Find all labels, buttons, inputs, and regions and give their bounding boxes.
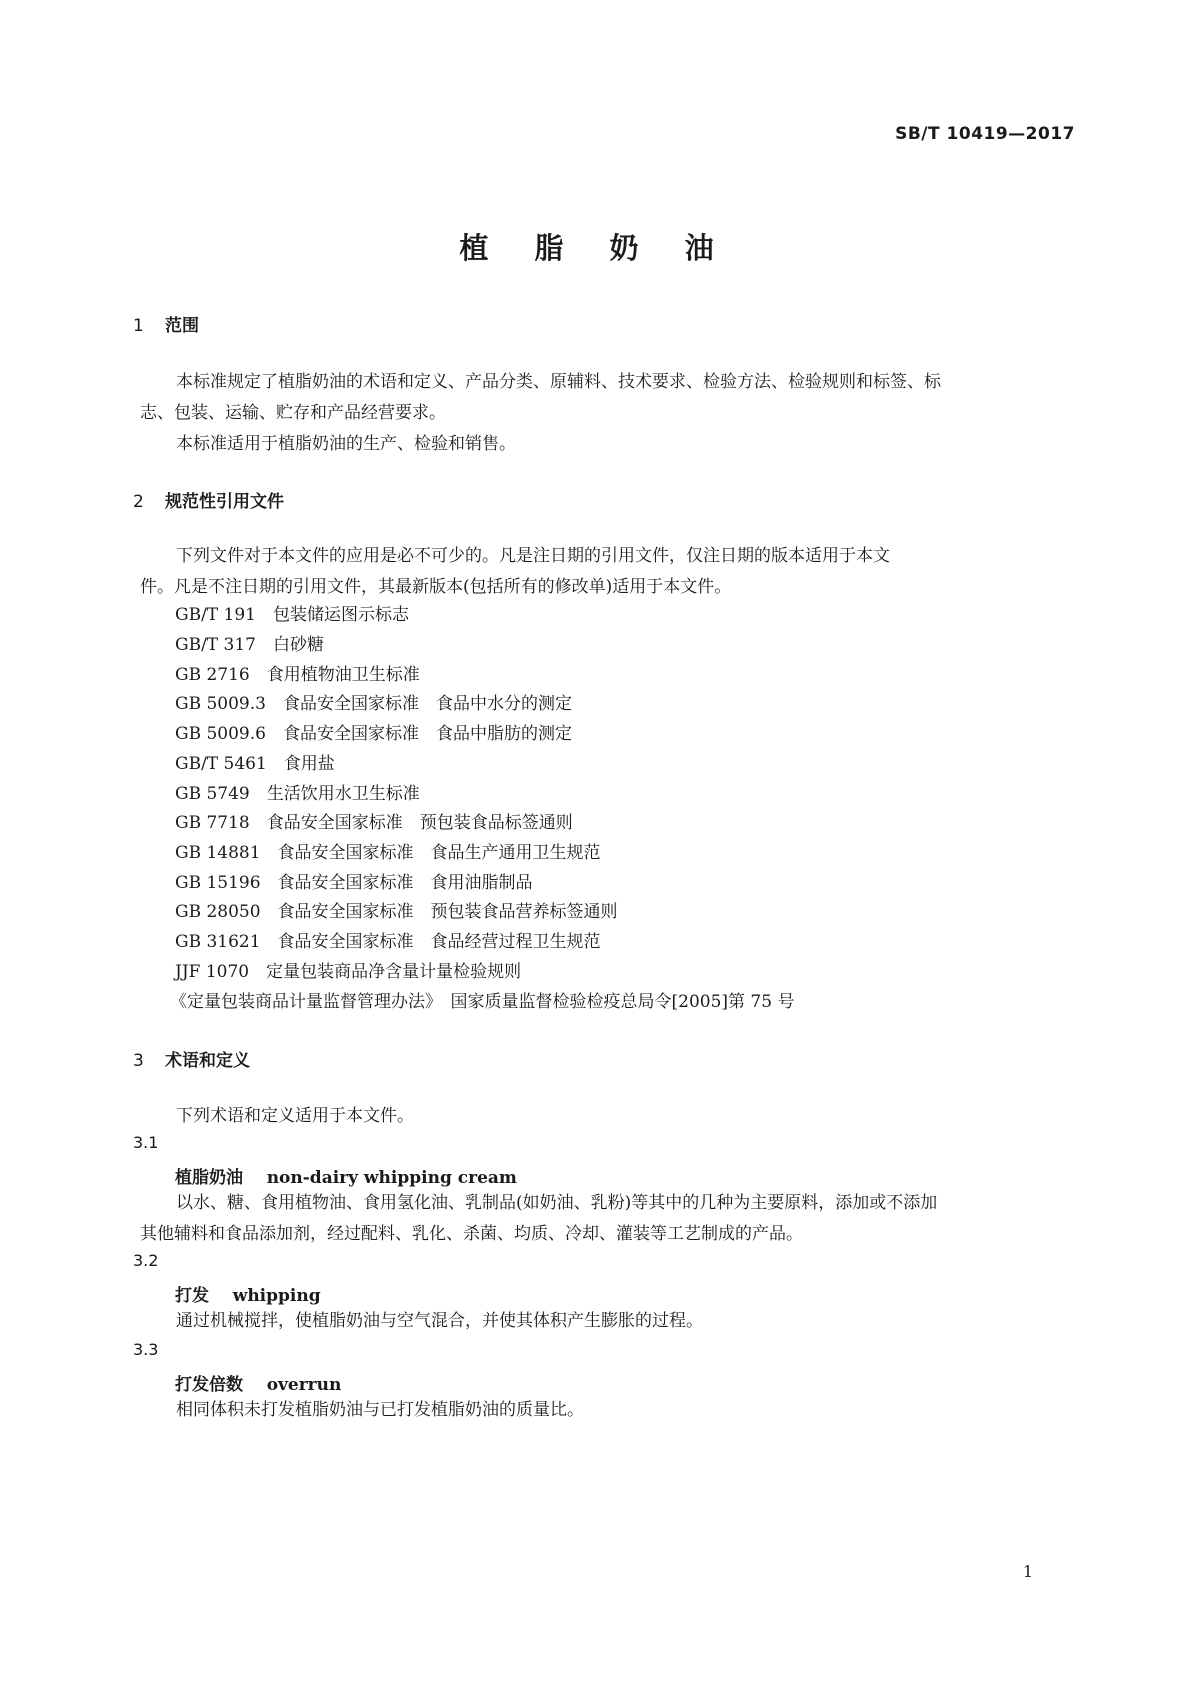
reference-item: GB 28050 食品安全国家标准 预包装食品营养标签通则 <box>175 902 618 922</box>
term-name <box>175 1281 321 1306</box>
section-3-heading <box>133 1046 250 1071</box>
reference-item: GB 5009.6 食品安全国家标准 食品中脂肪的测定 <box>175 724 572 744</box>
term-number: 3.2 <box>133 1251 159 1270</box>
normative-intro-line-2: 件。凡是不注日期的引用文件，其最新版本(包括所有的修改单)适用于本文件。 <box>140 577 732 597</box>
section-number: 3 <box>133 1051 144 1071</box>
term-definition <box>140 1188 1056 1250</box>
document-title: 植 脂 奶 油 <box>459 231 732 265</box>
reference-item: GB/T 317 白砂糖 <box>175 635 324 655</box>
normative-intro-line-1: 下列文件对于本文件的应用是必不可少的。凡是注日期的引用文件，仅注日期的版本适用于本文 <box>176 546 890 566</box>
term-definition-line-2: 其他辅料和食品添加剂，经过配料、乳化、杀菌、均质、冷却、灌装等工艺制成的产品。 <box>140 1224 803 1244</box>
section-2-heading <box>133 487 284 512</box>
terms-intro <box>140 1101 1056 1132</box>
term-name-cn: 植脂奶油 <box>175 1168 243 1188</box>
scope-line-1: 本标准规定了植脂奶油的术语和定义、产品分类、原辅料、技术要求、检验方法、检验规则和标签、标 <box>176 372 941 392</box>
term-name-en: non-dairy whipping cream <box>266 1168 517 1188</box>
term-name-cn: 打发倍数 <box>175 1375 243 1395</box>
normative-intro <box>140 541 1056 603</box>
reference-item: JJF 1070 定量包装商品净含量计量检验规则 <box>175 962 522 982</box>
term-number: 3.3 <box>133 1340 159 1359</box>
term-definition-line-1: 相同体积未打发植脂奶油与已打发植脂奶油的质量比。 <box>176 1400 584 1420</box>
term-definition <box>140 1395 1056 1426</box>
reference-item: 《定量包装商品计量监督管理办法》 国家质量监督检验检疫总局令[2005]第 75 号 <box>170 992 795 1012</box>
term-name-en: whipping <box>232 1286 321 1306</box>
section-title: 范围 <box>165 316 199 336</box>
section-number: 1 <box>133 316 144 336</box>
reference-item: GB 2716 食用植物油卫生标准 <box>175 665 420 685</box>
reference-item: GB 15196 食品安全国家标准 食用油脂制品 <box>175 873 533 893</box>
term-definition-line-1: 通过机械搅拌，使植脂奶油与空气混合，并使其体积产生膨胀的过程。 <box>176 1311 703 1331</box>
reference-item: GB/T 191 包装储运图示标志 <box>175 605 409 625</box>
terms-intro-text: 下列术语和定义适用于本文件。 <box>176 1106 414 1126</box>
reference-item: GB 7718 食品安全国家标准 预包装食品标签通则 <box>175 813 573 833</box>
term-name-en: overrun <box>266 1375 342 1395</box>
section-title: 术语和定义 <box>165 1051 250 1071</box>
term-definition-line-1: 以水、糖、食用植物油、食用氢化油、乳制品(如奶油、乳粉)等其中的几种为主要原料，添加或不添加 <box>176 1193 938 1213</box>
standard-code: SB/T 10419—2017 <box>895 124 1075 144</box>
reference-item: GB 14881 食品安全国家标准 食品生产通用卫生规范 <box>175 843 601 863</box>
scope-applicability: 本标准适用于植脂奶油的生产、检验和销售。 <box>176 434 516 454</box>
page-number: 1 <box>1022 1562 1033 1581</box>
scope-paragraph <box>140 367 1056 460</box>
term-number: 3.1 <box>133 1133 159 1152</box>
term-name <box>175 1370 341 1395</box>
term-name-cn: 打发 <box>175 1286 209 1306</box>
reference-item: GB/T 5461 食用盐 <box>175 754 335 774</box>
section-number: 2 <box>133 492 144 512</box>
section-title: 规范性引用文件 <box>165 492 284 512</box>
term-name <box>175 1163 517 1188</box>
scope-line-2: 志、包装、运输、贮存和产品经营要求。 <box>140 403 446 423</box>
reference-item: GB 31621 食品安全国家标准 食品经营过程卫生规范 <box>175 932 601 952</box>
reference-item: GB 5749 生活饮用水卫生标准 <box>175 784 420 804</box>
reference-item: GB 5009.3 食品安全国家标准 食品中水分的测定 <box>175 694 572 714</box>
term-definition <box>140 1306 1056 1337</box>
section-1-heading <box>133 311 199 336</box>
